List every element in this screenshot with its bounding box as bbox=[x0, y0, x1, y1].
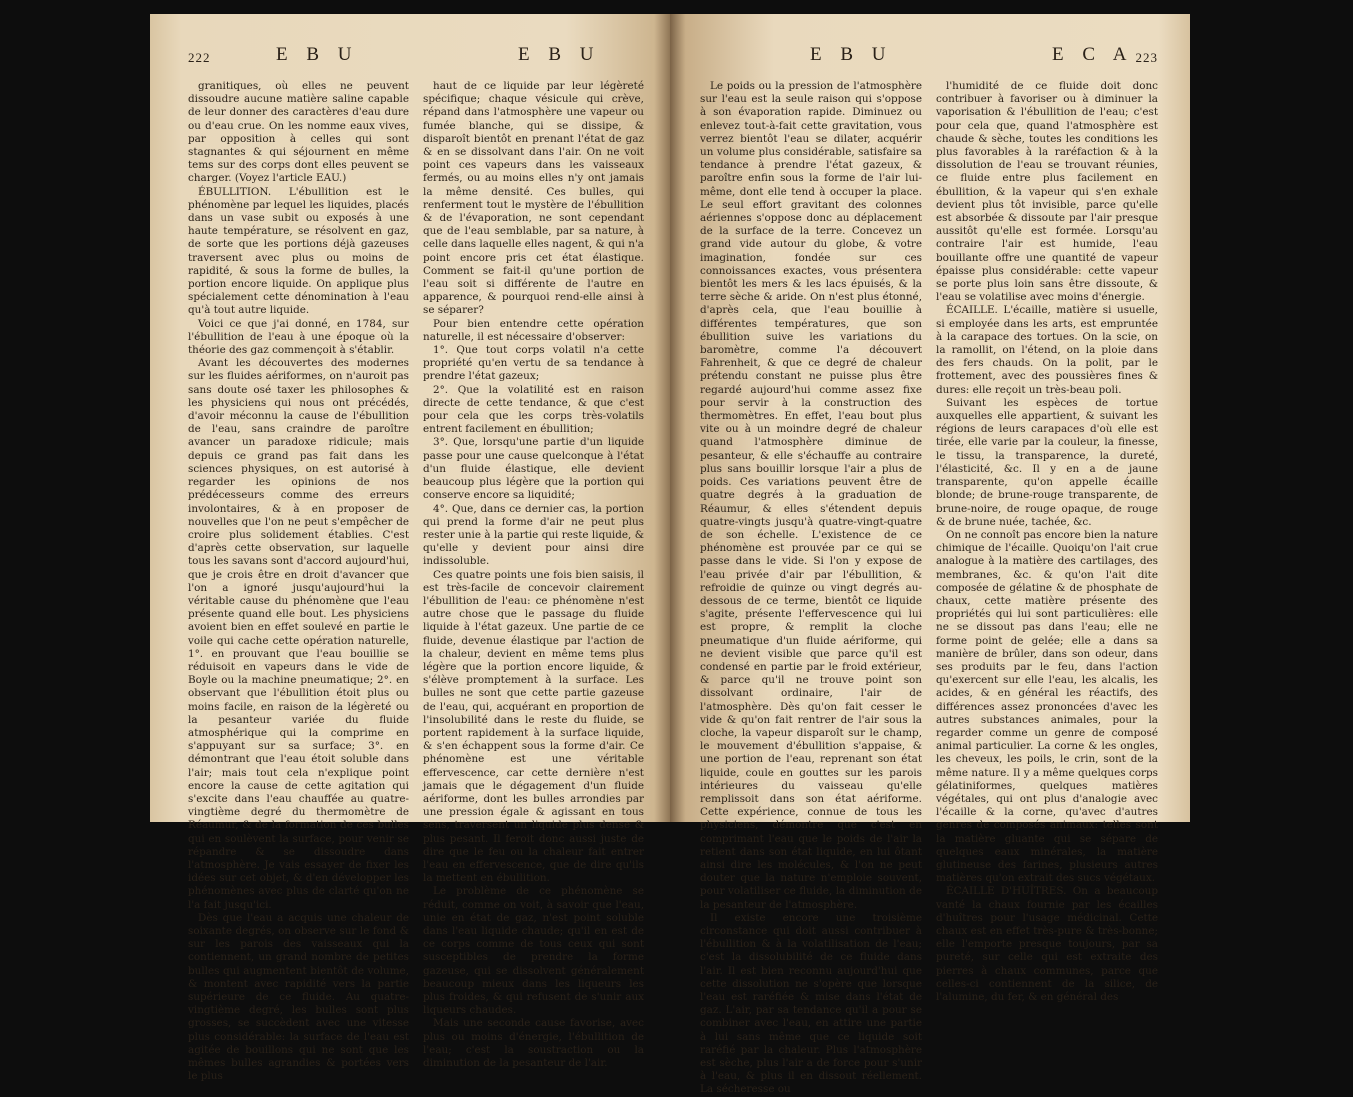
paragraph: Le problème de ce phénomène se réduit, comme on voit, à savoir que l'eau, unie en état de gaz, n'est point soluble dans l'eau liquide chaude; qu'il en est de ce corps comme de tous ceux qui sont susceptibles de prendre la forme gazeuse, qui se dissolvent généralement beaucoup mieux dans les liqueurs les plus froides, & qui refusent de s'unir aux liqueurs chaudes. bbox=[423, 885, 644, 1017]
paragraph: 2°. Que la volatilité est en raison directe de cette tendance, & que c'est pour cela que les corps très-volatils entrent facilement en ébullition; bbox=[423, 383, 644, 436]
paragraph: Mais une seconde cause favorise, avec plus ou moins d'énergie, l'ébullition de l'eau; c'est la soustraction ou la diminution de la pesanteur de l'air. bbox=[423, 1017, 644, 1070]
paragraph: 3°. Que, lorsqu'une partie d'un liquide passe pour une cause quelconque à l'état d'un fluide élastique, elle devient beaucoup plus légère que la portion qui conserve encore sa liquidité; bbox=[423, 436, 644, 502]
paragraph: l'humidité de ce fluide doit donc contribuer à favoriser ou à diminuer la vaporisation & l'ébullition de l'eau; c'est pour cela que, quand l'atmosphère est chaude & sèche, toutes les conditions les plus favorables à la raréfaction & à la dissolution de l'eau se trouvant réunies, ce fluide entre plus facilement en ébullition, & la vapeur qui s'en exhale devient plus tôt invisible, parce qu'elle est absorbée & dissoute par l'air presque aussitôt qu'elle est formée. Lorsqu'au contraire l'air est humide, l'eau bouillante offre une quantité de vapeur épaisse plus considérable: cette vapeur se porte plus loin sans être dissoute, & l'eau se volatilise avec moins d'énergie. bbox=[936, 80, 1158, 304]
paragraph: On ne connoît pas encore bien la nature chimique de l'écaille. Quoiqu'on l'ait crue analogue à la matière des cartilages, des membranes, &c. & qu'on l'ait dite composée de gélatine & de phosphate de chaux, cette matière présente des propriétés qui lui sont particulières: elle ne se dissout pas dans l'eau; elle ne forme point de gelée; elle a dans sa manière de brûler, dans son odeur, dans ses produits par le feu, dans l'action qu'exercent sur elle l'eau, les alcalis, les acides, & en général les réactifs, des différences assez prononcées d'avec les autres substances animales, pour la regarder comme un genre de composé animal particulier. La corne & les ongles, les cheveux, les poils, le crin, sont de la même nature. Il y a même quelques corps gélatiniformes, quelques matières végétales, qui ont plus d'analogie avec l'écaille & la corne, qu'avec d'autres genres de composés animaux: telles sont la matière gluante qui se sépare de quelques eaux minérales, la matière glutineuse des farines, plusieurs autres matières qu'on extrait des sucs végétaux. bbox=[936, 528, 1158, 885]
paragraph: haut de ce liquide par leur légèreté spécifique; chaque vésicule qui crève, répand dans l'atmosphère une vapeur ou fumée blanche, qui se dissipe, & disparoît bientôt en prenant l'état de gaz & en se dissolvant dans l'air. On ne voit point ces vapeurs dans les vaisseaux fermés, ou au moins elles n'y ont jamais la même densité. Ces bulles, qui renferment tout le mystère de l'ébullition & de l'évaporation, ne sont cependant que de l'eau semblable, par sa nature, à celle dans laquelle elles nagent, & qui n'a point encore pris cet état élastique. Comment se fait-il qu'une portion de l'eau soit si différente de l'autre en apparence, & pourquoi rend-elle ainsi à se séparer? bbox=[423, 80, 644, 317]
text-columns bbox=[700, 80, 1158, 1096]
page-number: 222 bbox=[188, 50, 211, 65]
paragraph: Le poids ou la pression de l'atmosphère sur l'eau est la seule raison qui s'oppose à son évaporation rapide. Diminuez ou enlevez tout-à-fait cette gravitation, vous verrez bientôt l'eau se dilater, acquérir un volume plus considérable, satisfaire sa tendance à prendre l'état gazeux, & paroître enfin sous la forme de l'air lui-même, dont elle tend à occuper la place. Le seul effort gravitant des colonnes aériennes s'oppose donc au déplacement de la surface de la terre. Concevez un grand vide autour du globe, & votre imagination, fondée sur ces connoissances exactes, vous présentera bientôt les mers & les lacs épuisés, & la terre sèche & aride. On n'est plus étonné, d'après cela, que l'eau bouillie à différentes températures, que son ébullition suive les variations du baromètre, comme l'a découvert Fahrenheit, & que ce degré de chaleur prétendu constant ne puisse plus être regardé aujourd'hui comme assez fixe pour servir à la construction des thermomètres. En effet, l'eau bout plus vite ou à un moindre degré de chaleur quand l'atmosphère diminue de pesanteur, & elle s'échauffe au contraire plus sans bouillir lorsque l'air a plus de poids. Ces variations peuvent être de quatre degrés à la graduation de Réaumur, & elles s'étendent depuis quatre-vingts jusqu'à quatre-vingt-quatre de son échelle. L'existence de ce phénomène est prouvée par ce qui se passe dans le vide. Si l'on y expose de l'eau privée d'air par l'ébullition, & refroidie de quinze ou vingt degrés au-dessous de ce terme, bientôt ce liquide s'agite, présente l'effervescence qui lui est propre, & remplit la cloche pneumatique d'un fluide aériforme, qui ne devient visible que parce qu'il est condensé en partie par le froid extérieur, & parce qu'il ne trouve point son dissolvant ordinaire, l'air de l'atmosphère. Dès qu'on fait cesser le vide & qu'on fait rentrer de l'air sous la cloche, la vapeur disparoît sur le champ, le mouvement d'ébullition s'appaise, & une portion de l'eau, reprenant son état liquide, coule en gouttes sur les parois intérieures du vaisseau qu'elle remplissoit dans son état aériforme. Cette expérience, connue de tous les physiciens, démontre que c'est en comprimant l'eau que le poids de l'air la retient dans son état liquide, en lui ôtant ainsi dire les molécules, & l'on ne peut douter que la nature n'emploie souvent, pour volatiliser ce fluide, la diminution de la pesanteur de l'atmosphère. bbox=[700, 80, 922, 911]
running-head-word: E B U bbox=[810, 44, 893, 65]
page-number: 223 bbox=[1135, 50, 1158, 65]
paragraph: ÉCAILLE D'HUÎTRES. On a beaucoup vanté la chaux fournie par les écailles d'huîtres pour l'usage médicinal. Cette chaux est en effet très-pure & très-bonne; elle l'emporte presque toujours, par sa pureté, sur celle qui est extraite des pierres à chaux communes, parce que celles-ci contiennent de la silice, de l'alumine, du fer, & en général des bbox=[936, 885, 1158, 1004]
running-head bbox=[188, 44, 644, 80]
right-page bbox=[670, 14, 1190, 1096]
text-column bbox=[423, 80, 644, 1070]
paragraph: Pour bien entendre cette opération naturelle, il est nécessaire d'observer: bbox=[423, 317, 644, 343]
paragraph: Ces quatre points une fois bien saisis, il est très-facile de concevoir clairement l'ébullition de l'eau: ce phénomène n'est autre chose que le passage du fluide liquide à l'état gazeux. Une partie de ce fluide, devenue élastique par l'action de la chaleur, devient en même tems plus légère que la portion encore liquide, & s'élève promptement à la surface. Les bulles ne sont que cette partie gazeuse de l'eau, qui, acquérant en proportion de l'insolubilité dans le reste du fluide, se portent rapidement à la surface liquide, & s'en échappent sous la forme d'air. Ce phénomène est une véritable effervescence, car cette dernière n'est jamais que le dégagement d'un fluide aériforme, dont les bulles arrondies par une pression égale & agissant en tous sens, traversent un liquide plus dense & plus pesant. Il feroit donc aussi juste de dire que le feu ou la chaleur fait entrer l'eau en effervescence, que de dire qu'ils la mettent en ébullition. bbox=[423, 568, 644, 885]
text-columns bbox=[188, 80, 644, 1083]
text-column bbox=[700, 80, 922, 1096]
text-column bbox=[936, 80, 1158, 1004]
running-head-word: E B U bbox=[518, 44, 601, 65]
paragraph: ÉCAILLE. L'écaille, matière si usuelle, si employée dans les arts, est empruntée à la carapace des tortues. On la scie, on la ramollit, on l'étend, on la ploie dans des fers chauds. On la polit, par le frottement, avec des poussières fines & dures: elle reçoit un très-beau poli. bbox=[936, 304, 1158, 396]
running-head-word: E C A bbox=[1052, 44, 1134, 65]
open-book bbox=[150, 14, 1190, 1096]
running-head-word: E B U bbox=[276, 44, 359, 65]
running-head bbox=[700, 44, 1158, 80]
paragraph: Voici ce que j'ai donné, en 1784, sur l'ébullition de l'eau à une époque où la théorie des gaz commençoit à s'établir. bbox=[188, 317, 409, 357]
paragraph: Il existe encore une troisième circonstance qui doit aussi contribuer à l'ébullition & à la volatilisation de l'eau; c'est la dissolubilité de ce fluide dans l'air. Il est bien reconnu aujourd'hui que cette dissolution ne s'opère que lorsque l'eau est raréfiée & mise dans l'état de gaz. L'air, par sa tendance qu'il a pour se combiner avec l'eau, en attire une partie à lui sans même que ce liquide soit raréfié par la chaleur. Plus l'atmosphère est sèche, plus l'air a de force pour s'unir à l'eau, & plus il en dissout réellement. La sécheresse ou bbox=[700, 911, 922, 1096]
paragraph: Avant les découvertes des modernes sur les fluides aériformes, on n'auroit pas sans doute osé taxer les philosophes & les physiciens qui nous ont précédés, d'avoir méconnu la cause de l'ébullition de l'eau, sans craindre de paroître avancer un paradoxe ridicule; mais depuis ce grand pas fait dans les sciences physiques, on est autorisé à regarder les opinions de nos prédécesseurs comme des erreurs involontaires, & à en proposer de nouvelles que l'on ne peut s'empêcher de croire plus solidement établies. C'est d'après cette observation, sur laquelle tous les savans sont d'accord aujourd'hui, que je crois être en droit d'avancer que l'on a ignoré jusqu'aujourd'hui la véritable cause du phénomène que l'eau présente quand elle bout. Les physiciens avoient bien en effet soulevé en partie le voile qui cache cette opération naturelle, 1°. en prouvant que l'eau bouillie se réduisoit en vapeurs dans le vide de Boyle ou la machine pneumatique; 2°. en observant que l'ébullition étoit plus ou moins facile, en raison de la légèreté ou la pesanteur variée du fluide atmosphérique qui la comprime en s'appuyant sur sa surface; 3°. en démontrant que l'eau étoit soluble dans l'air; mais tout cela n'explique point encore la cause de cette agitation qui s'excite dans l'eau chauffée au quatre-vingtième degré du thermomètre de Réaumur, & de la formation de ces bulles qui en soulèvent la surface, pour venir se répandre & se dissoudre dans l'atmosphère. Je vais essayer de fixer les idées sur cet objet, & d'en développer les phénomènes avec plus de clarté qu'on ne l'a fait jusqu'ici. bbox=[188, 357, 409, 911]
paragraph: granitiques, où elles ne peuvent dissoudre aucune matière saline capable de leur donner des caractères d'eau dure ou d'eau crue. On les nomme eaux vives, par opposition à celles qui sont stagnantes & qui séjournent en même tems sur des corps dont elles peuvent se charger. (Voyez l'article EAU.) bbox=[188, 80, 409, 185]
paragraph: ÉBULLITION. L'ébullition est le phénomène par lequel les liquides, placés dans un vase subit ou exposés à une haute température, se résolvent en gaz, de sorte que les portions déjà gazeuses traversent avec plus ou moins de rapidité, & sous la forme de bulles, la portion encore liquide. On applique plus spécialement cette dénomination à l'eau qu'à tout autre liquide. bbox=[188, 185, 409, 317]
text-column bbox=[188, 80, 409, 1083]
left-page bbox=[150, 14, 670, 1083]
paragraph: Suivant les espèces de tortue auxquelles elle appartient, & suivant les régions de leurs carapaces d'où elle est tirée, elle varie par la couleur, la finesse, le tissu, la transparence, la dureté, l'élasticité, &c. Il y en a de jaune transparente, qu'on appelle écaille blonde; de brune-rouge transparente, de brune-noire, de rouge opaque, de rouge & de brune nuée, tachée, &c. bbox=[936, 396, 1158, 528]
paragraph: 1°. Que tout corps volatil n'a cette propriété qu'en vertu de sa tendance à prendre l'état gazeux; bbox=[423, 344, 644, 383]
paragraph: 4°. Que, dans ce dernier cas, la portion qui prend la forme d'air ne peut plus rester unie à la partie qui reste liquide, & qu'elle y devient pour ainsi dire indissoluble. bbox=[423, 502, 644, 568]
paragraph: Dès que l'eau a acquis une chaleur de soixante degrés, on observe sur le fond & sur les parois des vaisseaux qui la contiennent, un grand nombre de petites bulles qui augmentent bientôt de volume, & montent avec rapidité vers la partie supérieure de ce fluide. Au quatre-vingtième degré, les bulles sont plus grosses, se succèdent avec une vitesse plus considérable: la surface de l'eau est agitée de bouillons qui ne sont que les mêmes bulles agrandies & portées vers le plus bbox=[188, 911, 409, 1083]
